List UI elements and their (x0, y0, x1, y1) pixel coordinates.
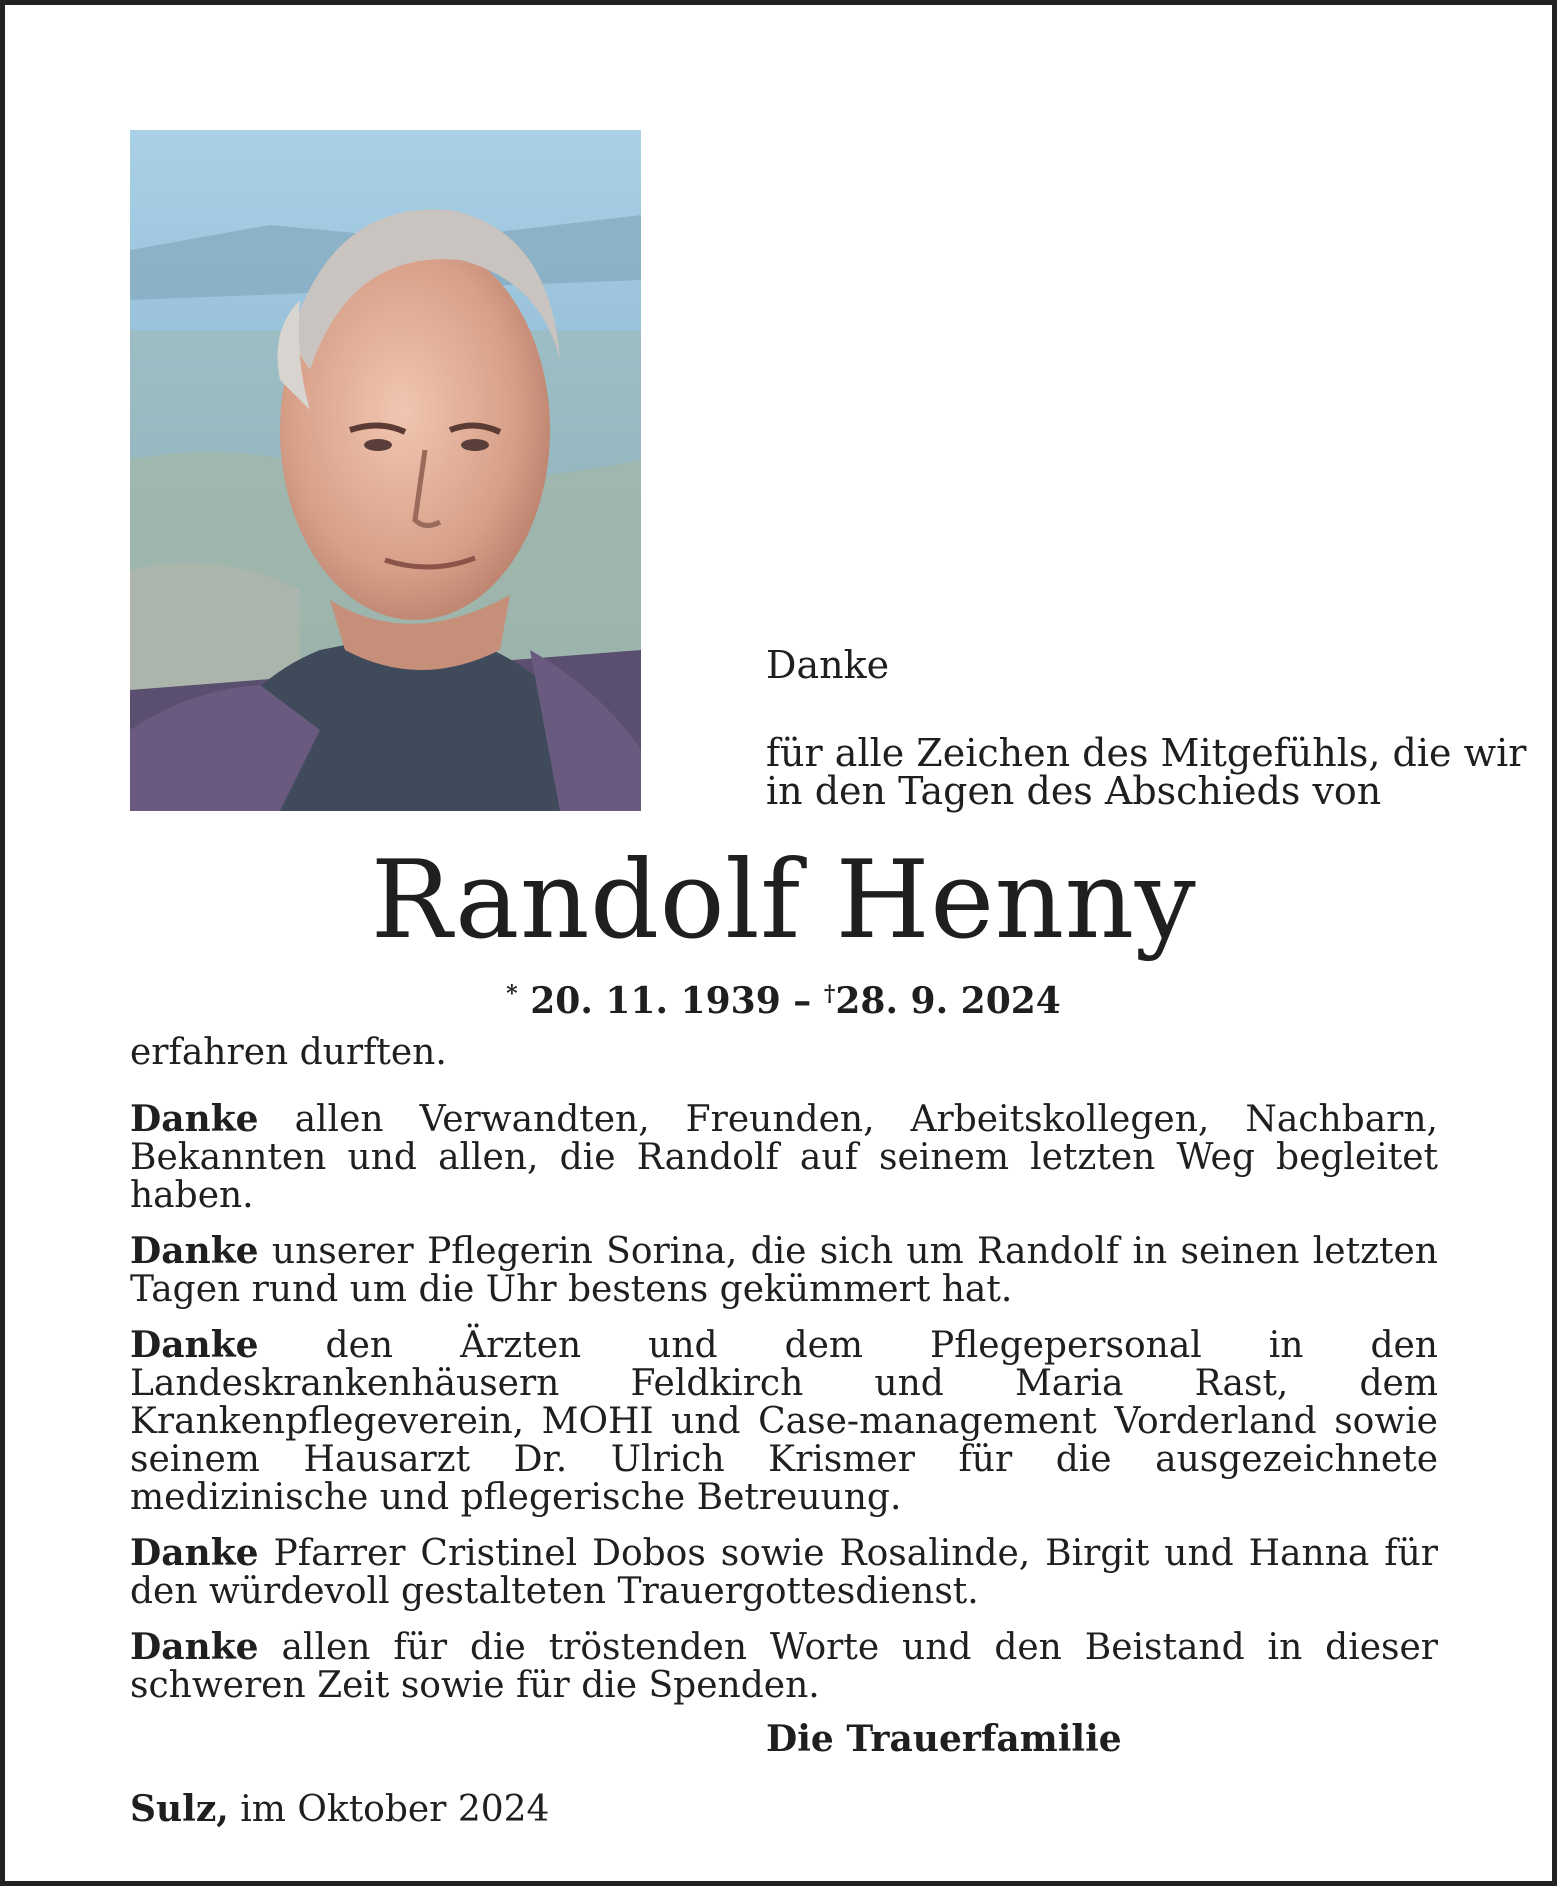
deceased-name: Randolf Henny (370, 838, 1197, 963)
thanks-paragraph (130, 1534, 1438, 1611)
paragraph-text: unserer Pflegerin Sorina, die sich um Randolf in seinen letzten Tagen rund um die Uhr bestens gekümmert hat. (130, 1231, 1438, 1310)
thanks-body (130, 1034, 1438, 1722)
place-date (130, 1788, 549, 1830)
life-dates (0, 974, 1567, 1021)
paragraph-lead: Danke (130, 1532, 259, 1574)
thanks-paragraph (130, 1326, 1438, 1517)
thanks-paragraph (130, 1100, 1438, 1215)
death-mark: † (823, 981, 836, 1007)
paragraph-lead: Danke (130, 1626, 259, 1668)
signature: Die Trauerfamilie (766, 1718, 1122, 1760)
paragraph-lead: Danke (130, 1324, 259, 1366)
paragraph-text: allen für die tröstenden Worte und den Beistand in dieser schweren Zeit sowie für die Spenden. (130, 1627, 1438, 1706)
intro-line: für alle Zeichen des Mitgefühls, die wir (766, 731, 1527, 775)
paragraph-text: Pfarrer Cristinel Dobos sowie Rosalinde, Birgit und Hanna für den würdevoll gestalteten Trauergottesdienst. (130, 1533, 1438, 1612)
danke-heading: Danke (766, 643, 890, 687)
thanks-paragraph (130, 1034, 1438, 1072)
place-town: Sulz, (130, 1788, 229, 1830)
paragraph-lead: Danke (130, 1230, 259, 1272)
death-date: 28. 9. 2024 (835, 980, 1061, 1022)
paragraph-lead: Danke (130, 1098, 259, 1140)
thanks-paragraph (130, 1232, 1438, 1309)
paragraph-text: allen Verwandten, Freunden, Arbeitskollegen, Nachbarn, Bekannten und allen, die Randolf auf seinem letzten Weg begleitet haben. (130, 1099, 1438, 1216)
paragraph-text: erfahren durften. (130, 1032, 447, 1073)
date-dash: – (793, 980, 812, 1022)
place-month: im Oktober 2024 (228, 1789, 550, 1830)
birth-mark: * (506, 981, 518, 1007)
paragraph-text: den Ärzten und dem Pflegepersonal in den Landeskrankenhäusern Feldkirch und Maria Rast, dem Krankenpflegeverein, MOHI und Case-management Vorderland sowie seinem Hausarzt Dr. Ulrich Krismer für die ausgezeichnete medizinische und pflegerische Betreuung. (130, 1325, 1438, 1518)
birth-date: 20. 11. 1939 (530, 980, 781, 1022)
intro-line: in den Tagen des Abschieds von (766, 769, 1382, 813)
portrait-photo (130, 130, 641, 811)
thanks-paragraph (130, 1628, 1438, 1705)
intro-text (766, 731, 1527, 813)
